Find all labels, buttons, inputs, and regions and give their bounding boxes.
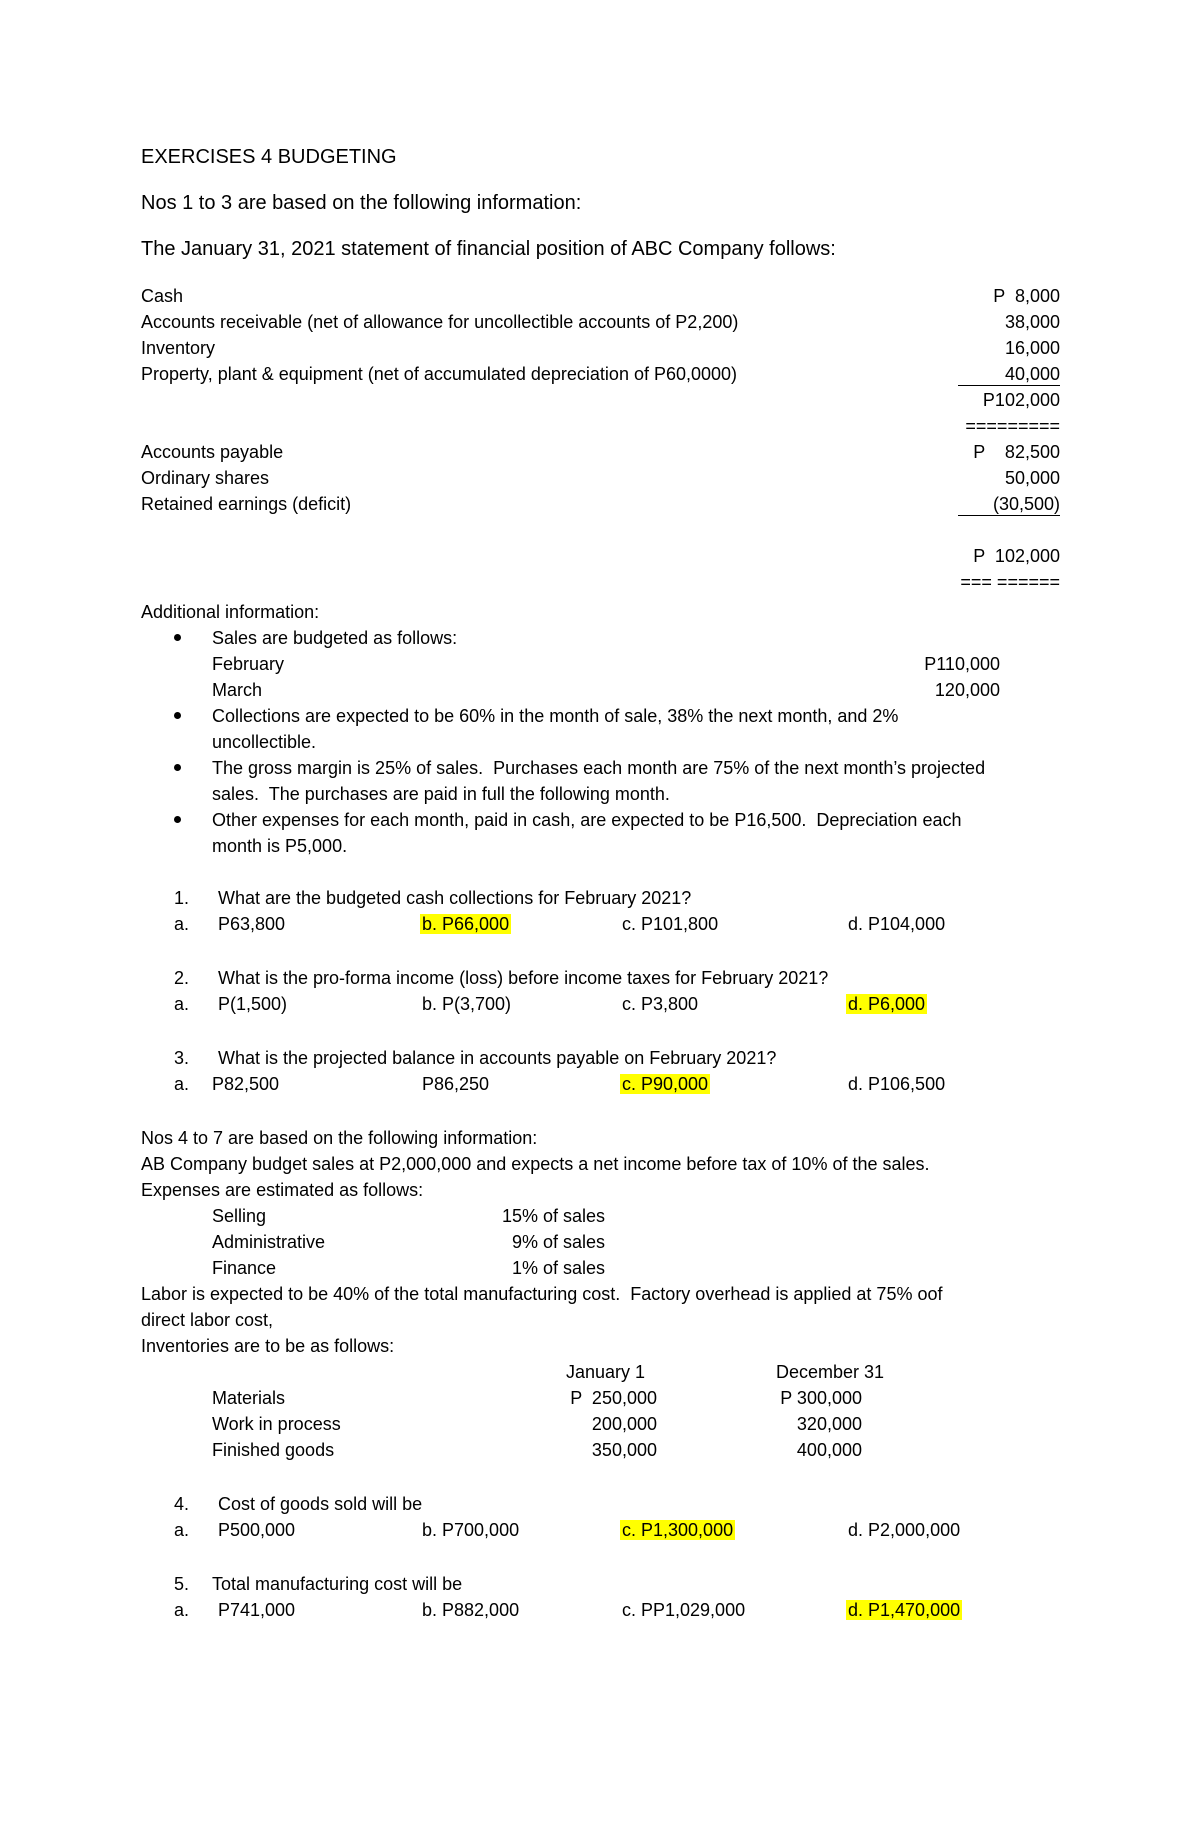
- question-text: What is the pro-forma income (loss) before income taxes for February 2021?: [218, 968, 829, 988]
- total-assets: P102,000: [982, 390, 1060, 410]
- choice-letter: a.: [174, 1074, 190, 1094]
- choice-c: c. P101,800: [622, 914, 719, 934]
- inventory-label: Materials: [212, 1388, 286, 1408]
- liability-label: Accounts payable: [141, 442, 284, 462]
- question-text: Total manufacturing cost will be: [212, 1574, 463, 1594]
- bullet-text: Collections are expected to be 60% in the month of sale, 38% the next month, and 2%: [212, 706, 899, 726]
- inventory-dec: 320,000: [796, 1414, 862, 1434]
- choice-letter: a.: [174, 1600, 190, 1620]
- choice-a: P741,000: [218, 1600, 296, 1620]
- question-text: What is the projected balance in accounts payable on February 2021?: [218, 1048, 777, 1068]
- bullet-icon: [174, 764, 181, 771]
- inventory-col-header: December 31: [776, 1362, 885, 1382]
- choice-letter: a.: [174, 1520, 190, 1540]
- intro-line-2: The January 31, 2021 statement of financial position of ABC Company follows:: [141, 238, 836, 260]
- bullet-text: sales. The purchases are paid in full the following month.: [212, 784, 670, 804]
- double-rule: === ======: [960, 572, 1060, 592]
- asset-label: Inventory: [141, 338, 216, 358]
- question-number: 3.: [174, 1048, 190, 1068]
- inventory-dec: 400,000: [796, 1440, 862, 1460]
- part2-line: Labor is expected to be 40% of the total manufacturing cost. Factory overhead is applied at 75% oof: [141, 1284, 943, 1304]
- expense-value: 15% of sales: [501, 1206, 605, 1226]
- double-rule: =========: [965, 416, 1060, 436]
- question-number: 4.: [174, 1494, 190, 1514]
- inventory-dec: P 300,000: [780, 1388, 862, 1408]
- bullet-icon: [174, 816, 181, 823]
- question-number: 5.: [174, 1574, 190, 1594]
- inventory-jan: 350,000: [591, 1440, 657, 1460]
- expense-label: Finance: [212, 1258, 277, 1278]
- asset-label: Cash: [141, 286, 184, 306]
- question-text: What are the budgeted cash collections for February 2021?: [218, 888, 692, 908]
- sales-value: 120,000: [934, 680, 1000, 700]
- expense-label: Administrative: [212, 1232, 326, 1252]
- choice-c-answer: c. P1,300,000: [622, 1520, 734, 1540]
- choice-b: b. P882,000: [422, 1600, 520, 1620]
- inventory-label: Finished goods: [212, 1440, 335, 1460]
- choice-d: d. P104,000: [848, 914, 946, 934]
- total-liabilities: P 102,000: [973, 546, 1060, 566]
- asset-value: 16,000: [1004, 338, 1060, 358]
- bullet-icon: [174, 634, 181, 641]
- inventory-jan: P 250,000: [570, 1388, 657, 1408]
- choice-a: P63,800: [218, 914, 286, 934]
- choice-d: d. P2,000,000: [848, 1520, 961, 1540]
- choice-letter: a.: [174, 914, 190, 934]
- inventory-heading: Inventories are to be as follows:: [141, 1336, 395, 1356]
- part2-line: AB Company budget sales at P2,000,000 and expects a net income before tax of 10% of the sales.: [141, 1154, 930, 1174]
- choice-d: d. P106,500: [848, 1074, 946, 1094]
- liability-label: Retained earnings (deficit): [141, 494, 352, 514]
- expense-value: 1% of sales: [511, 1258, 605, 1278]
- liability-value-underlined: (30,500): [958, 492, 1060, 516]
- inventory-col-header: January 1: [566, 1362, 646, 1382]
- intro-line-1: Nos 1 to 3 are based on the following information:: [141, 192, 582, 214]
- additional-heading: Additional information:: [141, 602, 320, 622]
- bullet-text: Sales are budgeted as follows:: [212, 628, 458, 648]
- bullet-text: month is P5,000.: [212, 836, 348, 856]
- expense-label: Selling: [212, 1206, 267, 1226]
- choice-c: c. PP1,029,000: [622, 1600, 746, 1620]
- page-title: EXERCISES 4 BUDGETING: [141, 146, 397, 168]
- asset-value: P 8,000: [993, 286, 1060, 306]
- choice-c-answer: c. P90,000: [622, 1074, 709, 1094]
- liability-value: P 82,500: [973, 442, 1060, 462]
- choice-d-answer: d. P1,470,000: [848, 1600, 961, 1620]
- asset-label: Property, plant & equipment (net of accumulated depreciation of P60,0000): [141, 364, 738, 384]
- part2-line: direct labor cost,: [141, 1310, 274, 1330]
- sales-month: February: [212, 654, 285, 674]
- choice-a: P500,000: [218, 1520, 296, 1540]
- choice-letter: a.: [174, 994, 190, 1014]
- choice-a: P(1,500): [218, 994, 288, 1014]
- choice-d-answer: d. P6,000: [848, 994, 926, 1014]
- choice-c: c. P3,800: [622, 994, 699, 1014]
- choice-b: b. P700,000: [422, 1520, 520, 1540]
- liability-label: Ordinary shares: [141, 468, 270, 488]
- bullet-text: The gross margin is 25% of sales. Purchases each month are 75% of the next month’s projected: [212, 758, 986, 778]
- part2-intro: Nos 4 to 7 are based on the following information:: [141, 1128, 538, 1148]
- asset-value-underlined: 40,000: [958, 362, 1060, 386]
- asset-value: 38,000: [1004, 312, 1060, 332]
- choice-b: b. P(3,700): [422, 994, 512, 1014]
- question-number: 2.: [174, 968, 190, 988]
- bullet-icon: [174, 712, 181, 719]
- question-number: 1.: [174, 888, 190, 908]
- inventory-jan: 200,000: [591, 1414, 657, 1434]
- inventory-label: Work in process: [212, 1414, 341, 1434]
- choice-a: P82,500: [212, 1074, 280, 1094]
- bullet-text: uncollectible.: [212, 732, 317, 752]
- sales-month: March: [212, 680, 263, 700]
- liability-value: 50,000: [1004, 468, 1060, 488]
- choice-b: P86,250: [422, 1074, 490, 1094]
- expense-value: 9% of sales: [511, 1232, 605, 1252]
- asset-label: Accounts receivable (net of allowance for uncollectible accounts of P2,200): [141, 312, 739, 332]
- question-text: Cost of goods sold will be: [218, 1494, 423, 1514]
- choice-b-answer: b. P66,000: [422, 914, 510, 934]
- bullet-text: Other expenses for each month, paid in cash, are expected to be P16,500. Depreciation each: [212, 810, 962, 830]
- part2-line: Expenses are estimated as follows:: [141, 1180, 424, 1200]
- sales-value: P110,000: [924, 654, 1000, 674]
